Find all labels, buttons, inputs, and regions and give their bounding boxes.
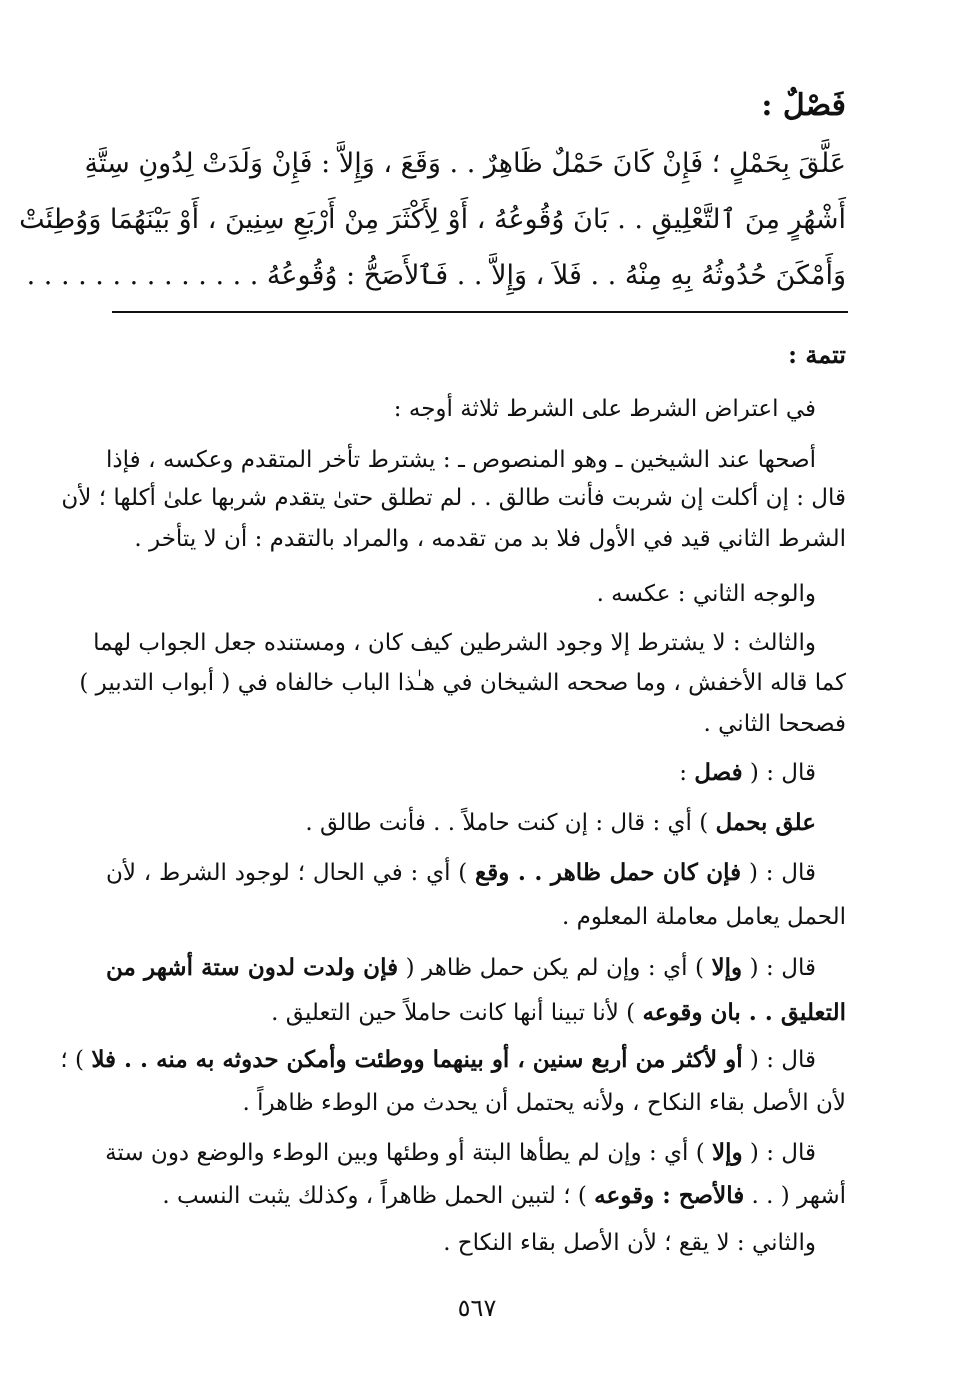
commentary-phrase: لأن الأصل بقاء النكاح ، ولأنه يحتمل أن يحدث من الوطء ظاهراً . <box>242 1090 846 1116</box>
commentary-phrase: قال : ( <box>741 860 816 886</box>
sharh-line <box>106 948 846 988</box>
quoted-matn-phrase: التعليق . . بان وقوعه <box>642 999 846 1026</box>
sharh-line <box>106 1223 846 1263</box>
sharh-line <box>106 993 846 1033</box>
commentary-phrase: ) ؛ <box>60 1047 92 1073</box>
sharh-line <box>106 389 846 429</box>
commentary-phrase: ) أي : وإن لم يكن حمل ظاهر ( <box>398 955 712 981</box>
sharh-line <box>106 1133 846 1173</box>
commentary-phrase: والثالث : لا يشترط إلا وجود الشرطين كيف كان ، ومستنده جعل الجواب لهما <box>93 630 816 656</box>
sharh-line <box>106 897 846 937</box>
quoted-matn-phrase: وإلا <box>712 1139 743 1166</box>
matn-text <box>19 136 846 304</box>
commentary-phrase: ) أي : قال : إن كنت حاملاً . . فأنت طالق . <box>305 810 716 836</box>
sharh-line <box>79 663 846 703</box>
divider-rule <box>112 311 848 313</box>
page-number: ٥٦٧ <box>457 1294 497 1322</box>
sharh-line <box>106 1083 846 1123</box>
commentary-phrase: كما قاله الأخفش ، وما صححه الشيخان في هـٰذا الباب خالفاه في ( أبواب التدبير ) <box>79 670 846 696</box>
sharh-line <box>61 478 846 518</box>
commentary-phrase: والوجه الثاني : عكسه . <box>596 581 816 607</box>
matn-line: أَشْهُرٍ مِنَ ٱلتَّعْلِيقِ . . بَانَ وُقُوعُهُ ، أَوْ لِأَكْثَرَ مِنْ أَرْبَعِ سِنِينَ ، أَوْ بَيْنَهُمَا وَوُطِئَتْ <box>19 204 846 235</box>
sharh-line <box>106 753 846 793</box>
commentary-phrase: ) أي : وإن لم يطأها البتة أو وطئها وبين الوطء والوضع دون ستة <box>105 1140 712 1166</box>
matn-line: وَأَمْكَنَ حُدُوثُهُ بِهِ مِنْهُ . . فَلاَ ، وَإِلاَّ . . فَٱلأَصَحُّ : وُقُوعُهُ . . . . . . . . . . . . . . <box>26 260 846 291</box>
quoted-matn-phrase: وإلا <box>711 954 743 981</box>
sharh-line <box>106 519 846 559</box>
commentary-phrase: في اعتراض الشرط على الشرط ثلاثة أوجه : <box>393 396 816 422</box>
quoted-matn-phrase: فإن كان حمل ظاهر . . وقع <box>475 859 742 886</box>
commentary-phrase: قال : ( <box>742 760 816 786</box>
sharh-line <box>106 574 846 614</box>
sharh-line <box>106 1176 846 1216</box>
quoted-matn-phrase: علق بحمل <box>715 809 816 836</box>
commentary-phrase: ) لأنا تبينا أنها كانت حاملاً حين التعليق . <box>271 1000 643 1026</box>
sharh-line <box>106 440 846 480</box>
commentary-phrase: فصححا الثاني . <box>703 711 846 737</box>
commentary-phrase: : <box>679 760 695 786</box>
commentary-phrase: قال : ( <box>742 1047 816 1073</box>
sharh-line <box>60 1040 846 1080</box>
commentary-phrase: والثاني : لا يقع ؛ لأن الأصل بقاء النكاح . <box>443 1230 816 1256</box>
sharh-line <box>93 623 846 663</box>
commentary-phrase: ) ؛ لتبين الحمل ظاهراً ، وكذلك يثبت النسب . <box>162 1183 595 1209</box>
commentary-phrase: أصحها عند الشيخين ـ وهو المنصوص ـ : يشترط تأخر المتقدم وعكسه ، فإذا <box>106 447 816 473</box>
commentary-phrase: قال : ( <box>742 1140 816 1166</box>
sharh-line <box>106 853 846 893</box>
sharh-heading: تتمة : <box>788 340 846 369</box>
quoted-matn-phrase: فصل <box>694 759 743 786</box>
commentary-phrase: ) أي : في الحال ؛ لوجود الشرط ، لأن <box>106 860 476 886</box>
quoted-matn-phrase: فالأصح : وقوعه <box>594 1182 745 1209</box>
commentary-phrase: الشرط الثاني قيد في الأول فلا بد من تقدمه ، والمراد بالتقدم : أن لا يتأخر . <box>134 526 846 552</box>
commentary-phrase: قال : إن أكلت إن شربت فأنت طالق . . لم تطلق حتىٰ يتقدم شربها علىٰ أكلها ؛ لأن <box>61 485 846 511</box>
matn-line: عَلَّقَ بِحَمْلٍ ؛ فَإِنْ كَانَ حَمْلٌ ظَاهِرٌ . . وَقَعَ ، وَإِلاَّ : فَإِنْ وَلَدَتْ لِدُونِ سِتَّةِ <box>84 148 846 179</box>
quoted-matn-phrase: أو لأكثر من أربع سنين ، أو بينهما ووطئت وأمكن حدوثه به منه . . فلا <box>91 1046 743 1073</box>
commentary-phrase: أشهر ( . . <box>744 1183 846 1209</box>
matn-heading: فَصْلٌ : <box>761 88 846 123</box>
sharh-line <box>106 803 846 843</box>
commentary-phrase: الحمل يعامل معاملة المعلوم . <box>562 904 846 930</box>
quoted-matn-phrase: فإن ولدت لدون ستة أشهر من <box>106 954 399 981</box>
commentary-phrase: قال : ( <box>742 955 816 981</box>
sharh-line <box>106 704 846 744</box>
